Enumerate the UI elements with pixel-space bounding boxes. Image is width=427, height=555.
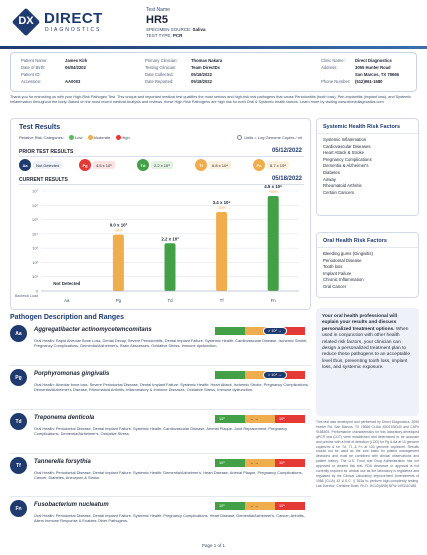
divider [10, 365, 311, 366]
info-key: Address: [321, 65, 338, 70]
low-dot-icon [69, 135, 74, 140]
prior-result-value: 2.2 x 10³ [151, 161, 173, 169]
clinician-col [145, 57, 222, 85]
pathogen-code-badge: Fn [10, 500, 27, 517]
pathogen-item [10, 457, 311, 497]
systemic-risk-title: Systemic Health Risk Factors [317, 119, 418, 134]
range-segment [215, 371, 245, 379]
prior-result-value: 6.8 x 10⁴ [209, 161, 231, 169]
prior-result-chip [137, 159, 173, 171]
test-type-label: TEST TYPE: [146, 33, 172, 38]
systemic-risk-card [316, 118, 419, 216]
pathogen-section-title: Pathogen Description and Ranges [10, 314, 124, 321]
info-value: AA0003 [65, 79, 81, 84]
range-low-label: 10³ [219, 461, 225, 465]
pathogen-name: Treponema denticola [34, 415, 95, 421]
info-key: Date of Birth: [21, 65, 46, 70]
pathogen-name: Tannerella forsythia [34, 459, 91, 465]
y-tick-label: 10⁴ [31, 231, 38, 237]
pathogen-code-badge: Tf [10, 457, 27, 474]
x-tick-label: Aa [64, 298, 70, 303]
results-title: Test Results [19, 124, 61, 131]
info-value: James Kirk [65, 58, 88, 63]
y-tick-label: 10⁵ [31, 217, 38, 223]
oral-risk-title: Oral Health Risk Factors [317, 233, 418, 248]
oral-risk-list [317, 248, 418, 294]
units-note [237, 135, 302, 140]
divider [10, 409, 311, 410]
prior-result-value: 8.7 x 10⁴ [267, 161, 289, 169]
bar-tf [216, 212, 227, 291]
pathogen-code-badge: Aa [10, 325, 27, 342]
risk-factor-item: Heart Attack & Stroke [323, 150, 365, 156]
info-key: Accession: [21, 79, 42, 84]
divider [10, 453, 311, 454]
test-type-value: PCR [172, 33, 183, 38]
info-value: San Marcos, TX 78666 [355, 72, 399, 77]
info-row [321, 78, 399, 85]
logo-sub: DIAGNOSTICS [45, 27, 102, 33]
prior-results-row [19, 159, 304, 171]
legend-label: Relative Risk Categories: [19, 135, 64, 140]
risk-legend [19, 135, 130, 140]
current-results-date: 05/18/2022 [271, 176, 302, 182]
intro-text: Thank you for entrusting us with your High-Risk Pathogen Test. This unique and important medical test qualifies the most serious and high-risk oral pathogens that cause Periodontitis (tooth loss), Peri-implantitis (implant loss), and Systemic Inflammation throughout the body. Based on the most recent medical Analysis and reviews, these High Risk Pathogens are high risk for both Oral & Systemic health factors. Learn more by visiting www.directdiagnostics.com [10, 95, 412, 104]
info-key: Patient ID: [21, 72, 41, 77]
prior-result-chip [79, 159, 115, 171]
pathogen-code-badge: Pg [10, 369, 27, 386]
info-key: Date Collected: [145, 72, 174, 77]
info-row [145, 78, 222, 85]
range-high-label: 10⁵ [279, 417, 285, 421]
baseline-label: Bacterial Load [15, 294, 38, 298]
range-segment [215, 327, 245, 335]
pathogen-item [10, 413, 311, 453]
prior-result-chip [195, 159, 231, 171]
data-label: 4.5 x 10⁶ [264, 184, 283, 189]
test-info [146, 7, 206, 38]
info-row [321, 57, 399, 64]
change-label: -98% [114, 228, 123, 233]
specimen-source [146, 27, 206, 32]
pathogen-code-badge: Pg [79, 159, 91, 171]
pathogen-range-bar [215, 327, 305, 335]
data-label: 3.4 x 10⁵ [212, 200, 231, 205]
pathogen-description: Oral Health: Rapid Alveolar Bone Loss, Dental Decay, Severe Periodontitis, Dental Implant Failure. Systemic Health: Cardiovascular Disease, Ischemic Stroke, Pregnancy Complications, Dementia/Alzheimer's, Brain Abscesses, Oxidative Stress, Immune dysfunction. [34, 338, 308, 349]
range-marker: ← → [250, 461, 259, 465]
pathogen-range-bar [215, 459, 305, 467]
clinician-note [316, 308, 419, 416]
risk-factor-item: Systemic Inflammation [323, 137, 367, 142]
range-high-label: 10⁵ [279, 504, 285, 508]
pathogen-code-badge: Td [137, 159, 149, 171]
bar-td [165, 243, 176, 291]
data-label: Not Detected [53, 281, 81, 286]
y-tick-label: 10¹ [32, 274, 38, 280]
prior-result-chip [253, 159, 289, 171]
specimen-value: Saliva [192, 27, 206, 32]
info-row [321, 64, 399, 71]
risk-factor-item: Airway [323, 176, 336, 182]
pathogen-code-badge: Tf [195, 159, 207, 171]
pathogen-range-bar [215, 371, 305, 379]
pathogen-description: Oral Health: Alveolar bone loss, Severe Periodontal Disease, Dental Implant Failure. Systemic Health: Heart Attack, Ischemic Stroke, Pregnancy Complications, Dementia/Alzheimer's Disease, Rheumatoid Arthritis, Inflammatory & Immune Diseases, Oxidative Stress, Immune dysfunction. [34, 382, 309, 393]
systemic-risk-list [317, 134, 418, 199]
test-type [146, 33, 206, 38]
info-key: Phone Number: [321, 79, 351, 84]
high-dot-icon [116, 135, 121, 140]
prior-result-chip [19, 159, 62, 171]
change-label: -50% [217, 206, 226, 210]
clinic-col [321, 57, 399, 85]
risk-factor-item: Dementia & Alzheimer's [323, 163, 369, 169]
range-marker: ← → [250, 417, 259, 421]
pathogen-code-badge: Fn [253, 159, 265, 171]
range-marker: ← → [250, 504, 259, 508]
range-low-label: 10³ [219, 417, 225, 421]
pathogen-name: Porphyromonas gingivalis [34, 371, 110, 377]
legend-low: Low [75, 135, 83, 140]
range-marker: > 10⁴ → [263, 371, 287, 379]
risk-factor-item: Implant Failure [323, 270, 352, 276]
info-value: 3055 Hunter Road [355, 65, 391, 70]
test-name: HR5 [146, 14, 169, 26]
risk-factor-item: Bleeding gums (Gingivitis) [323, 251, 373, 256]
moderate-dot-icon [88, 135, 93, 140]
current-results-label: CURRENT RESULTS [19, 177, 68, 183]
report-header [0, 0, 427, 48]
header-accent-bar [0, 46, 427, 49]
current-results-chart [15, 184, 304, 307]
info-key: Primary Clinician: [145, 58, 178, 63]
lab-disclaimer: This test was developed and performed by Direct Diagnostics, 3055 Hunter Rd, San Marcos, TX 78666 CLIA# 45D2108340 and CAP# 9168305. Performance characteristics for this laboratory-developed qPCR test (LDT) were established and determined to be accurate and precise with a limit of detection (LOD) for Pg & Aa at 10 genome copies/ml & for Td, Tf, & Fn at 100 genome copies/ml. Results should not be used as the sole basis for patient management decisions and must be combined with clinical observations and patient history. The U.S. Food and Drug Administration has not approved or cleared this test. FDA clearance or approval is not currently required for clinical use as the laboratory is registered and regulated by the Clinical Laboratory Improvement Amendments of 1988 (CLIA) 42 U.S.C. § 263a to perform high-complexity testing. Lab Director: Christine Butel, Ph.D. HCLD(ABB) NPI# 1093110188 [316, 420, 419, 488]
info-row [145, 64, 222, 71]
x-tick-label: Fn [270, 298, 276, 303]
bar-pg [113, 235, 124, 291]
clinician-note-bold: Your oral health professional will explain your results and discuss personalized treatment options. [322, 314, 398, 332]
info-key: Patient Name: [21, 58, 48, 63]
info-row [145, 57, 222, 64]
divider [19, 156, 304, 157]
info-key: Date Reported: [145, 79, 174, 84]
info-row [21, 64, 87, 71]
info-key: Clinic Name: [321, 58, 345, 63]
pathogen-description: Oral Health: Periodontal Disease, Dental Implant Failure. Systemic Health: Cardiovascular Disease, Arterial Plaque, Joint Replacement, Pregnancy Complications, Dementia/Alzheimer's, Oxidative Stress. [34, 426, 288, 437]
info-value: Direct Diagnostics [355, 58, 392, 63]
risk-factor-item: Diabetes [323, 169, 340, 175]
pathogen-item [10, 369, 311, 409]
range-marker: > 10² → [263, 327, 287, 335]
pathogen-name: Fusobacterium nucleatum [34, 502, 109, 508]
prior-results-date: 05/12/2022 [271, 148, 302, 154]
risk-factor-item: Cardiovascular Diseases [323, 143, 371, 149]
info-row [21, 57, 87, 64]
y-tick-label: 10² [32, 259, 38, 265]
circle-icon [237, 135, 242, 140]
pathogen-range-bar [215, 502, 305, 510]
clinician-note-text: When used in conjunction with other health related risk factors, your clinician can design a personalized treatment plan to reduce these pathogens to an acceptable level thus, preventing tooth loss, implant loss, and systemic exposure. [322, 326, 411, 371]
y-tick-label: 10³ [32, 245, 38, 251]
logo-word: DIRECT [44, 10, 103, 27]
divider [10, 496, 311, 497]
pathogen-item [10, 325, 311, 365]
info-value: Team DirectDx [191, 65, 221, 70]
legend-high: High [121, 135, 130, 140]
test-results-card [10, 118, 311, 310]
range-low-label: 10³ [219, 504, 225, 508]
data-label: 9.0 x 10³ [109, 222, 128, 228]
y-tick-label: 0 [35, 288, 38, 294]
info-row [321, 71, 399, 78]
info-row [21, 78, 87, 85]
risk-factor-item: Certain Cancers [323, 189, 355, 195]
y-tick-label: 10⁷ [32, 188, 38, 194]
pathogen-code-badge: Td [10, 413, 27, 430]
info-value: 06/04/2202 [65, 65, 86, 70]
pathogen-code-badge: Aa [19, 159, 31, 171]
info-value: (512)961-1680 [355, 79, 383, 84]
bar-fn [268, 196, 279, 291]
risk-factor-item: Oral Cancer [323, 283, 347, 289]
risk-factor-item: Pregnancy Complications [323, 156, 372, 162]
brand-logo [12, 8, 122, 36]
pathogen-name: Aggregatibacter actinomycetemcomitans [34, 327, 152, 333]
x-tick-label: Td [167, 298, 173, 303]
info-key: Testing Clinician: [145, 65, 177, 70]
pathogen-description: Oral Health: Periodontal Disease, Dental Implant Failure. Systemic Health: Pregnancy Complications, Heart Disease, Dementia/Alzheimer's, Cancer, Arthritis, Alters Immune Response & Enables Other Pathogens. [34, 513, 305, 524]
change-label: +55% [268, 190, 278, 194]
patient-col [21, 57, 87, 85]
prior-result-value: 4.5 x 10⁵ [93, 161, 115, 169]
page-number: Page 1 of 1 [201, 543, 226, 548]
prior-result-value: Not Detected [33, 161, 62, 169]
prior-results-label: PRIOR TEST RESULTS [19, 149, 74, 155]
oral-risk-card [316, 232, 419, 298]
y-tick-label: 10⁶ [31, 202, 38, 208]
specimen-label: SPECIMEN SOURCE: [146, 27, 192, 32]
info-value: 05/18/2022 [191, 72, 212, 77]
pathogen-item [10, 500, 311, 540]
pathogen-description: Oral Health: Periodontal Disease, Dental Implant Failure. Systemic Health: Dementia/Alzheimer's, Heart Disease, Arterial Plaque, Pregnancy Complications, Cancer, Diabetes, Aneurysm & Stroke. [34, 470, 303, 481]
risk-factor-item: Periodontal Disease [323, 257, 362, 263]
risk-factor-item: Chronic Inflammation [323, 277, 364, 283]
test-name-label: Test Name [146, 7, 170, 13]
risk-factor-item: Tooth loss [323, 264, 343, 270]
units-text: Units = Log Genome Copies / ml [244, 135, 302, 140]
info-value: Thomas Nakara [191, 58, 223, 63]
info-value: 05/18/2022 [191, 79, 212, 84]
pathogen-range-bar [215, 415, 305, 423]
patient-info-box [10, 52, 417, 92]
info-row [21, 71, 87, 78]
logo-mark-text: DX [18, 15, 34, 27]
x-tick-label: Tf [219, 298, 224, 303]
risk-factor-item: Rheumatoid Arthritis [323, 183, 362, 189]
data-label: 2.2 x 10³ [161, 236, 179, 242]
legend-moderate: Moderate [93, 135, 111, 140]
range-high-label: 10⁵ [279, 461, 285, 465]
info-row [145, 71, 222, 78]
x-tick-label: Pg [115, 298, 122, 303]
